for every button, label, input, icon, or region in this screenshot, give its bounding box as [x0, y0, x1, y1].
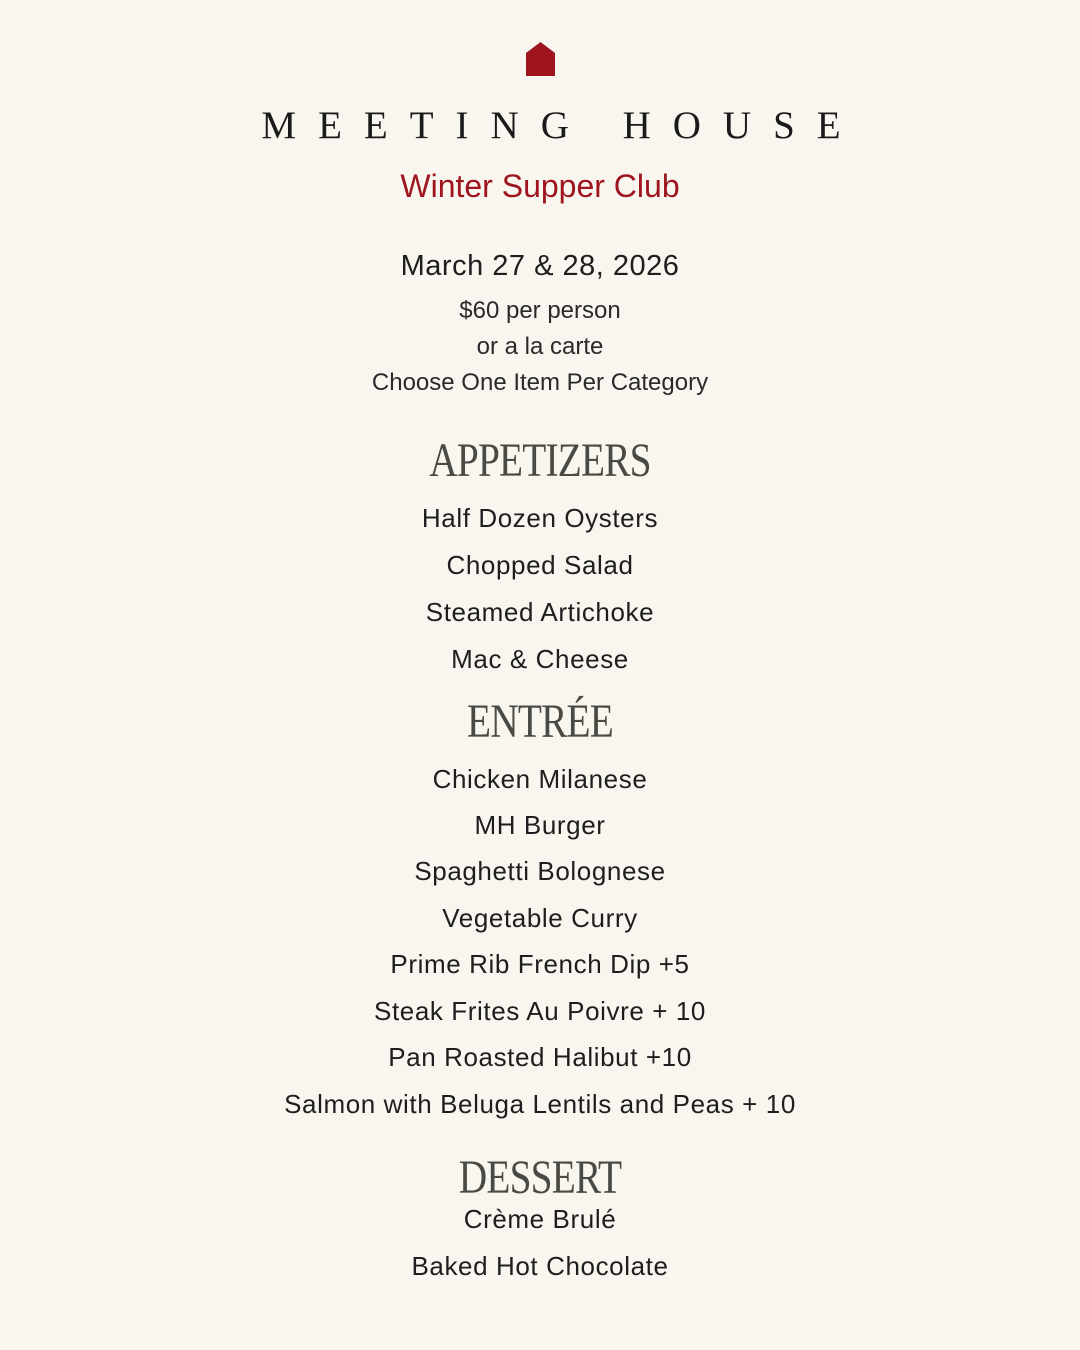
a-la-carte-text: or a la carte [476, 333, 604, 360]
menu-item: Baked Hot Chocolate [411, 1251, 669, 1281]
instruction-text: Choose One Item Per Category [371, 369, 709, 396]
event-date: March 27 & 28, 2026 [400, 250, 680, 282]
menu-item: Pan Roasted Halibut +10 [388, 1042, 692, 1072]
section-title-dessert: DESSERT [458, 1151, 622, 1204]
menu-item: Salmon with Beluga Lentils and Peas + 10 [284, 1089, 796, 1119]
menu-item: MH Burger [474, 810, 606, 840]
price-text: $60 per person [459, 297, 621, 324]
menu-item: Crème Brulé [463, 1204, 617, 1234]
menu-subtitle: Winter Supper Club [400, 168, 680, 204]
menu-item: Half Dozen Oysters [421, 503, 659, 533]
menu-item: Mac & Cheese [451, 644, 629, 674]
menu-item: Vegetable Curry [442, 903, 638, 933]
menu-item: Chopped Salad [446, 550, 634, 580]
brand-name: MEETING HOUSE [261, 104, 863, 147]
menu-item: Steamed Artichoke [425, 597, 655, 627]
menu-item: Steak Frites Au Poivre + 10 [374, 996, 706, 1026]
section-title-entree: ENTRÉE [467, 695, 613, 748]
menu-item: Chicken Milanese [432, 764, 648, 794]
house-icon [526, 42, 555, 76]
section-title-appetizers: APPETIZERS [429, 434, 651, 487]
menu-item: Prime Rib French Dip +5 [390, 949, 690, 979]
menu-item: Spaghetti Bolognese [414, 856, 666, 886]
